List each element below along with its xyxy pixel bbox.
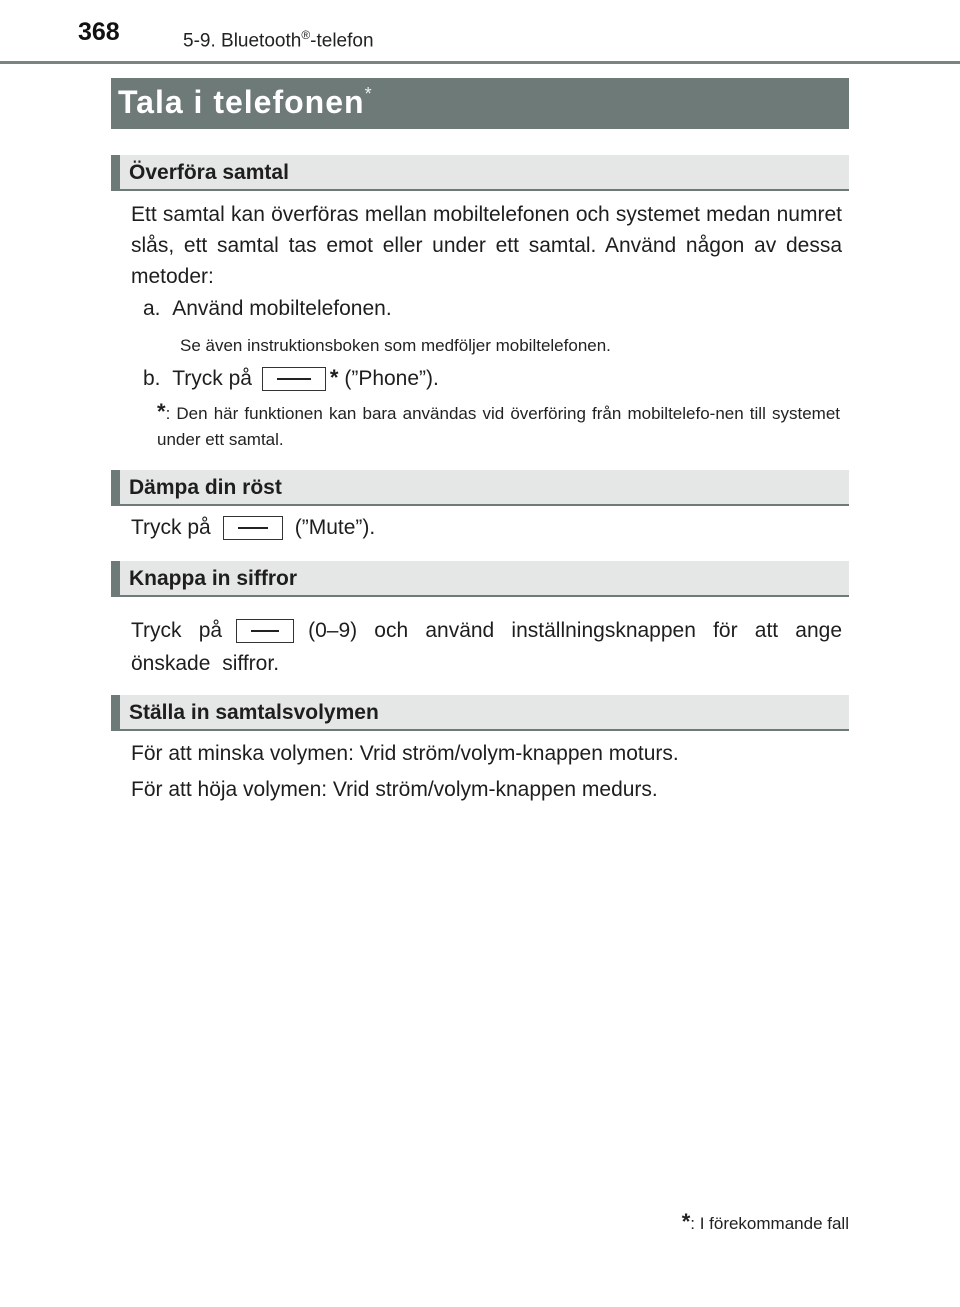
item-b-prefix: Tryck på (172, 367, 252, 390)
mute-suffix: (”Mute”). (294, 516, 376, 539)
footer-star: * (681, 1209, 691, 1234)
phone-button[interactable] (262, 367, 326, 391)
section-heading-bar (111, 155, 120, 191)
transfer-item-b (143, 362, 833, 394)
item-a-marker: a. (143, 297, 161, 320)
section-heading-label: Ställa in samtalsvolymen (129, 701, 379, 724)
page-number: 368 (78, 18, 120, 46)
digits-instruction (131, 614, 842, 680)
chapter-title (183, 28, 374, 52)
digits-suffix: (0–9) och använd inställningsknappen för att ange önskade siffror. (131, 619, 843, 675)
section-heading-digits (111, 561, 849, 597)
chapter-prefix: 5-9. Bluetooth (183, 30, 302, 52)
registered-mark: ® (301, 28, 311, 42)
page-title-text: Tala i telefonen (118, 84, 365, 120)
section-heading-bar (111, 470, 120, 506)
item-b-star: * (329, 365, 339, 390)
item-a-text: Använd mobiltelefonen. (172, 297, 392, 320)
page-title (118, 84, 373, 121)
item-b-suffix: (”Phone”). (344, 367, 439, 390)
title-star: * (364, 84, 373, 104)
keypad-button[interactable] (236, 619, 294, 643)
section-heading-volume (111, 695, 849, 731)
section-heading-label: Dämpa din röst (129, 476, 282, 499)
section-heading-mute (111, 470, 849, 506)
section-heading-label: Överföra samtal (129, 161, 289, 184)
volume-decrease: För att minska volymen: Vrid ström/volym-knappen moturs. (131, 742, 679, 765)
footer-text: : I förekommande fall (690, 1214, 849, 1233)
footnote-star: * (157, 399, 166, 424)
transfer-item-a (143, 293, 833, 324)
transfer-item-a-note: Se även instruktionsboken som medföljer mobiltelefonen. (180, 336, 611, 355)
section-heading-transfer (111, 155, 849, 191)
section-heading-bar (111, 561, 120, 597)
volume-increase: För att höja volymen: Vrid ström/volym-knappen medurs. (131, 778, 658, 801)
section-heading-bar (111, 695, 120, 731)
mute-instruction (131, 512, 842, 543)
header-rule (0, 61, 960, 64)
transfer-intro: Ett samtal kan överföras mellan mobiltelefonen och systemet medan numret slås, ett samtal tas emot eller under ett samtal. Använd någon av dessa metoder: (131, 203, 842, 288)
chapter-suffix: -telefon (310, 30, 374, 52)
footer-note (682, 1209, 849, 1235)
transfer-footnote (157, 399, 840, 453)
footnote-text: : Den här funktionen kan bara användas vid överföring från mobiltelefo-nen till systemet under ett samtal. (157, 404, 840, 449)
digits-prefix: Tryck på (131, 619, 223, 642)
mute-prefix: Tryck på (131, 516, 211, 539)
mute-button[interactable] (223, 516, 283, 540)
item-b-marker: b. (143, 367, 161, 390)
section-heading-label: Knappa in siffror (129, 567, 298, 590)
